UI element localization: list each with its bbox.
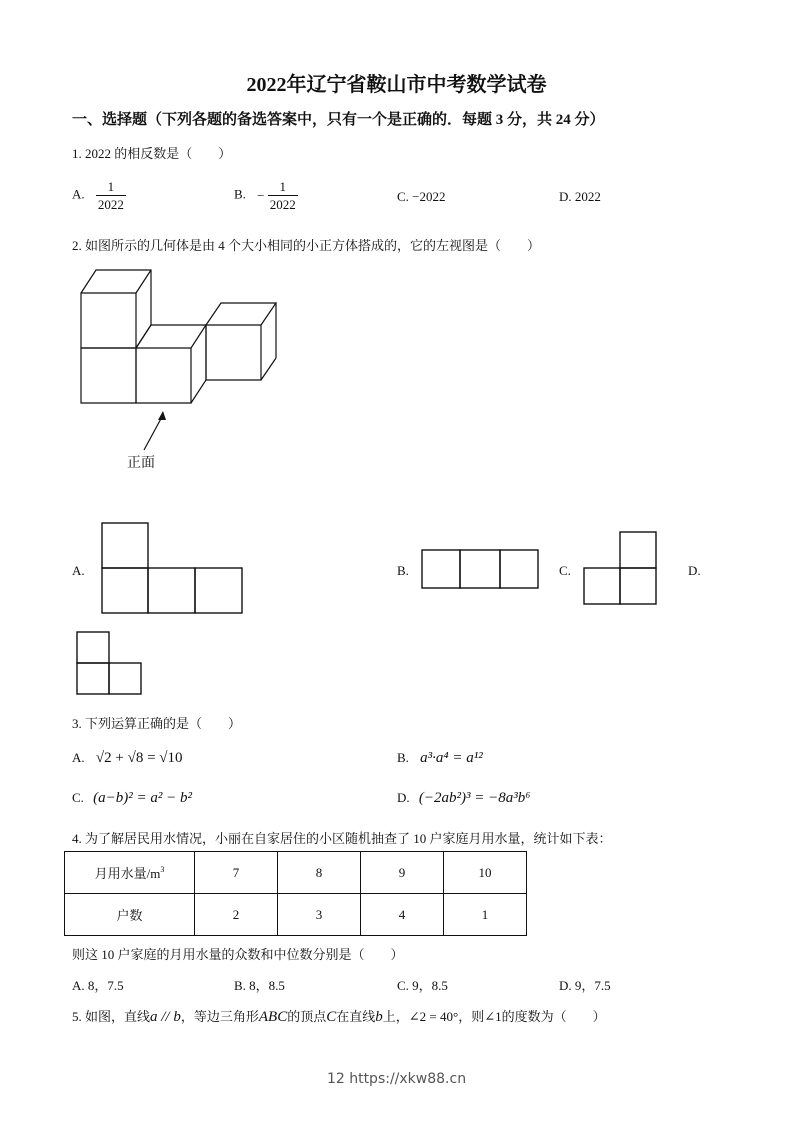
cube-solid-figure [60,260,300,480]
question-2-option-a-label[interactable]: A. [72,563,85,578]
stem-text: 5. 如图，直线 [72,1009,151,1024]
row-header-households: 户数 [65,894,195,936]
denominator: 2022 [97,197,124,212]
math-triangle: ABC [258,1009,288,1025]
option-math: a³·a⁴ = a¹² [420,750,483,766]
question-2-option-d-label[interactable]: D. [688,563,701,578]
math-parallel: a // b [150,1009,181,1025]
option-label: C. [397,189,409,204]
question-4-option-a[interactable]: A. 8，7.5 [72,978,124,993]
option-d-view-figure[interactable] [75,630,145,696]
question-1-option-d[interactable] [559,189,601,205]
option-label: C. [72,790,84,805]
numerator: 1 [96,178,126,196]
table-cell: 10 [444,852,527,894]
question-4-option-b[interactable]: B. 8，8.5 [234,978,285,993]
table-row [65,894,527,936]
option-text: 2022 [574,189,601,204]
table-cell: 1 [444,894,527,936]
stem-text: 的顶点 [287,1009,327,1024]
unit-superscript: 3 [160,865,165,874]
front-view-label: 正面 [127,456,155,471]
header-text: 月用水量/m [94,866,161,881]
table-cell: 4 [361,894,444,936]
page-title: 2022年辽宁省鞍山市中考数学试卷 [246,74,547,96]
question-3-option-a[interactable] [72,750,183,767]
question-4-stem: 4. 为了解居民用水情况，小丽在自家居住的小区随机抽查了 10 户家庭月用水量，统计如下表： [72,831,612,846]
question-1-option-c[interactable] [397,189,446,205]
question-1-option-b[interactable] [234,178,298,213]
question-3-option-d[interactable] [397,790,530,807]
stem-text: 在直线 [336,1009,376,1024]
option-c-view-figure[interactable] [582,531,660,607]
question-2-option-b-label[interactable]: B. [397,563,409,578]
question-1-stem: 1. 2022 的相反数是（ ） [72,146,232,161]
fraction [268,178,298,213]
question-3-stem: 3. 下列运算正确的是（ ） [72,716,242,731]
stem-text: 上，∠2 = 40°，则∠1的度数为（ ） [382,1009,606,1024]
option-math: √2 + √8 = √10 [95,750,183,766]
option-label: A. [72,186,85,202]
question-4-followup: 则这 10 户家庭的月用水量的众数和中位数分别是（ ） [72,947,404,962]
numerator: 1 [268,178,298,196]
minus-sign: − [257,187,265,203]
water-usage-table [64,851,527,936]
option-label: B. [234,186,246,202]
option-math: (a−b)² = a² − b² [93,790,193,806]
table-cell: 8 [278,852,361,894]
stem-text: ，等边三角形 [180,1009,259,1024]
row-header-usage [65,852,195,894]
question-2-option-c-label[interactable]: C. [559,563,571,578]
option-label: D. [559,189,572,204]
question-3-option-b[interactable] [397,750,483,767]
option-b-view-figure[interactable] [420,549,542,591]
option-text: −2022 [412,189,446,204]
question-5-stem [72,1006,606,1026]
option-label: A. [72,750,85,765]
table-cell: 3 [278,894,361,936]
option-label: D. [397,790,410,805]
fraction [96,178,126,213]
option-label: B. [397,750,409,765]
table-cell: 7 [195,852,278,894]
page-footer: 12 https://xkw88.cn [326,1071,467,1087]
question-1-option-a[interactable] [72,178,126,213]
option-a-view-figure[interactable] [100,521,246,616]
section-heading: 一、选择题（下列各题的备选答案中，只有一个是正确的．每题 3 分，共 24 分） [72,112,605,128]
table-row [65,852,527,894]
math-vertex: C [326,1009,337,1025]
question-2-stem: 2. 如图所示的几何体是由 4 个大小相同的小正方体搭成的，它的左视图是（ ） [72,238,541,253]
table-cell: 2 [195,894,278,936]
question-3-option-c[interactable] [72,790,192,807]
option-math: (−2ab²)³ = −8a³b⁶ [418,790,531,806]
math-line: b [375,1009,383,1025]
question-4-option-d[interactable]: D. 9，7.5 [559,978,611,993]
question-4-option-c[interactable]: C. 9，8.5 [397,978,448,993]
denominator: 2022 [269,197,296,212]
table-cell: 9 [361,852,444,894]
